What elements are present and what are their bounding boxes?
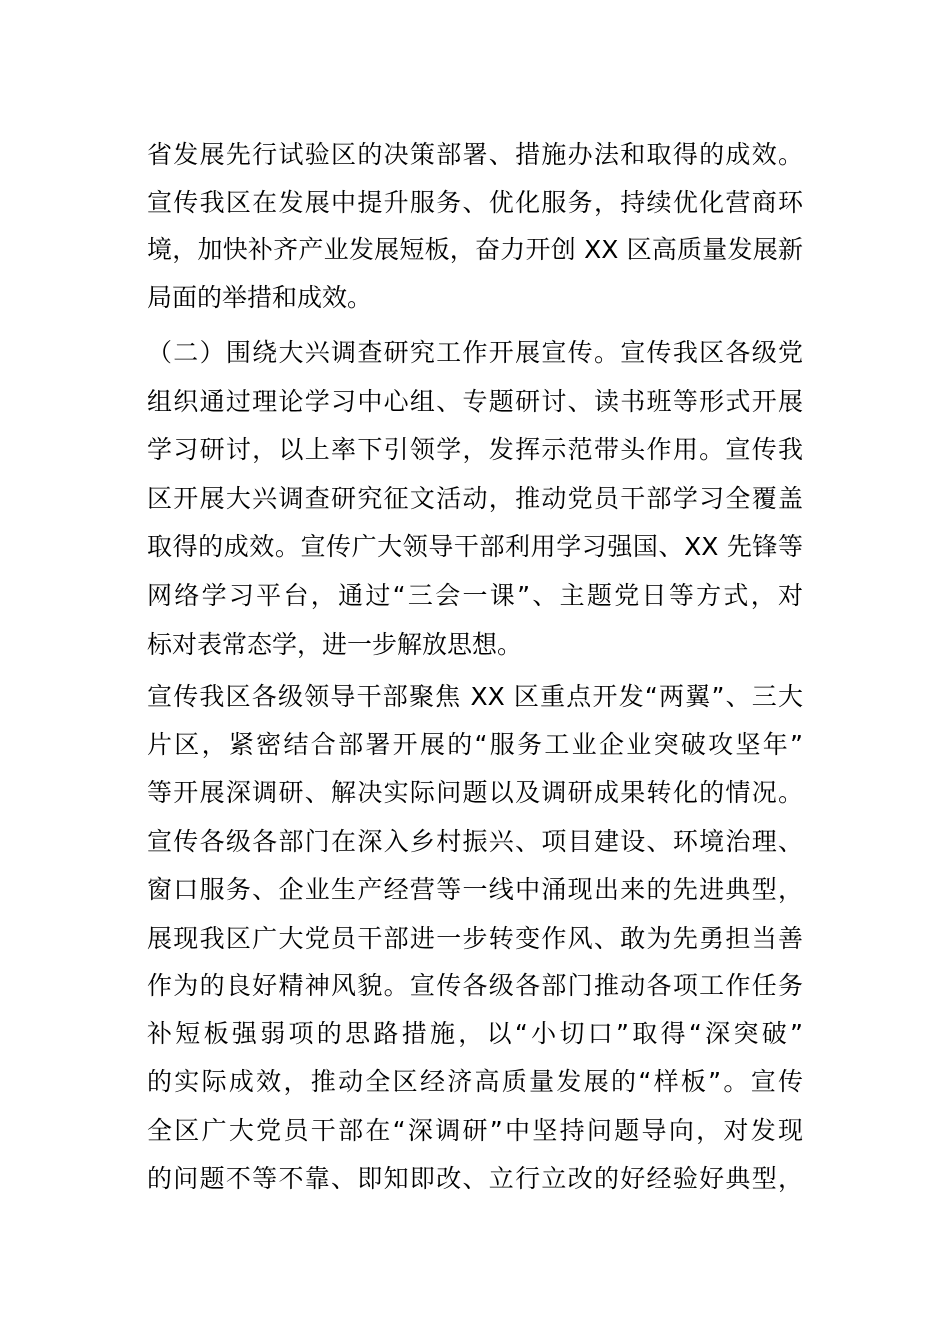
text-line: 境，加快补齐产业发展短板，奋力开创 XX 区高质量发展新 [147,235,803,264]
text-line: 等开展深调研、解决实际问题以及调研成果转化的情况。 [147,778,803,807]
text-line: 窗口服务、企业生产经营等一线中涌现出来的先进典型， [147,875,803,904]
text-line: 的问题不等不靠、即知即改、立行立改的好经验好典型， [147,1164,803,1193]
text-line: 宣传我区在发展中提升服务、优化服务，持续优化营商环 [147,188,803,217]
text-line: 宣传各级各部门在深入乡村振兴、项目建设、环境治理、 [147,827,803,856]
text-line: 学习研讨，以上率下引领学，发挥示范带头作用。宣传我 [147,435,803,464]
text-line: 取得的成效。宣传广大领导干部利用学习强国、XX 先锋等 [147,532,803,561]
text-line: 的实际成效，推动全区经济高质量发展的“样板”。宣传 [147,1067,803,1096]
text-line: 局面的举措和成效。 [147,283,373,312]
text-line: 展现我区广大党员干部进一步转变作风、敢为先勇担当善 [147,924,803,953]
text-line: 标对表常态学，进一步解放思想。 [147,630,523,659]
text-line: 网络学习平台，通过“三会一课”、主题党日等方式，对 [147,581,803,610]
text-line: 片区，紧密结合部署开展的“服务工业企业突破攻坚年” [147,730,803,759]
text-line: 省发展先行试验区的决策部署、措施办法和取得的成效。 [147,140,803,169]
text-line: 区开展大兴调查研究征文活动，推动党员干部学习全覆盖 [147,484,803,513]
text-line: 补短板强弱项的思路措施，以“小切口”取得“深突破” [147,1019,803,1048]
text-line: 作为的良好精神风貌。宣传各级各部门推动各项工作任务 [147,971,803,1000]
text-line: 宣传我区各级领导干部聚焦 XX 区重点开发“两翼”、三大 [147,682,803,711]
text-line: 组织通过理论学习中心组、专题研讨、读书班等形式开展 [147,387,803,416]
section-heading-line: （二）围绕大兴调查研究工作开展宣传。宣传我区各级党 [147,338,803,367]
text-line: 全区广大党员干部在“深调研”中坚持问题导向，对发现 [147,1116,803,1145]
